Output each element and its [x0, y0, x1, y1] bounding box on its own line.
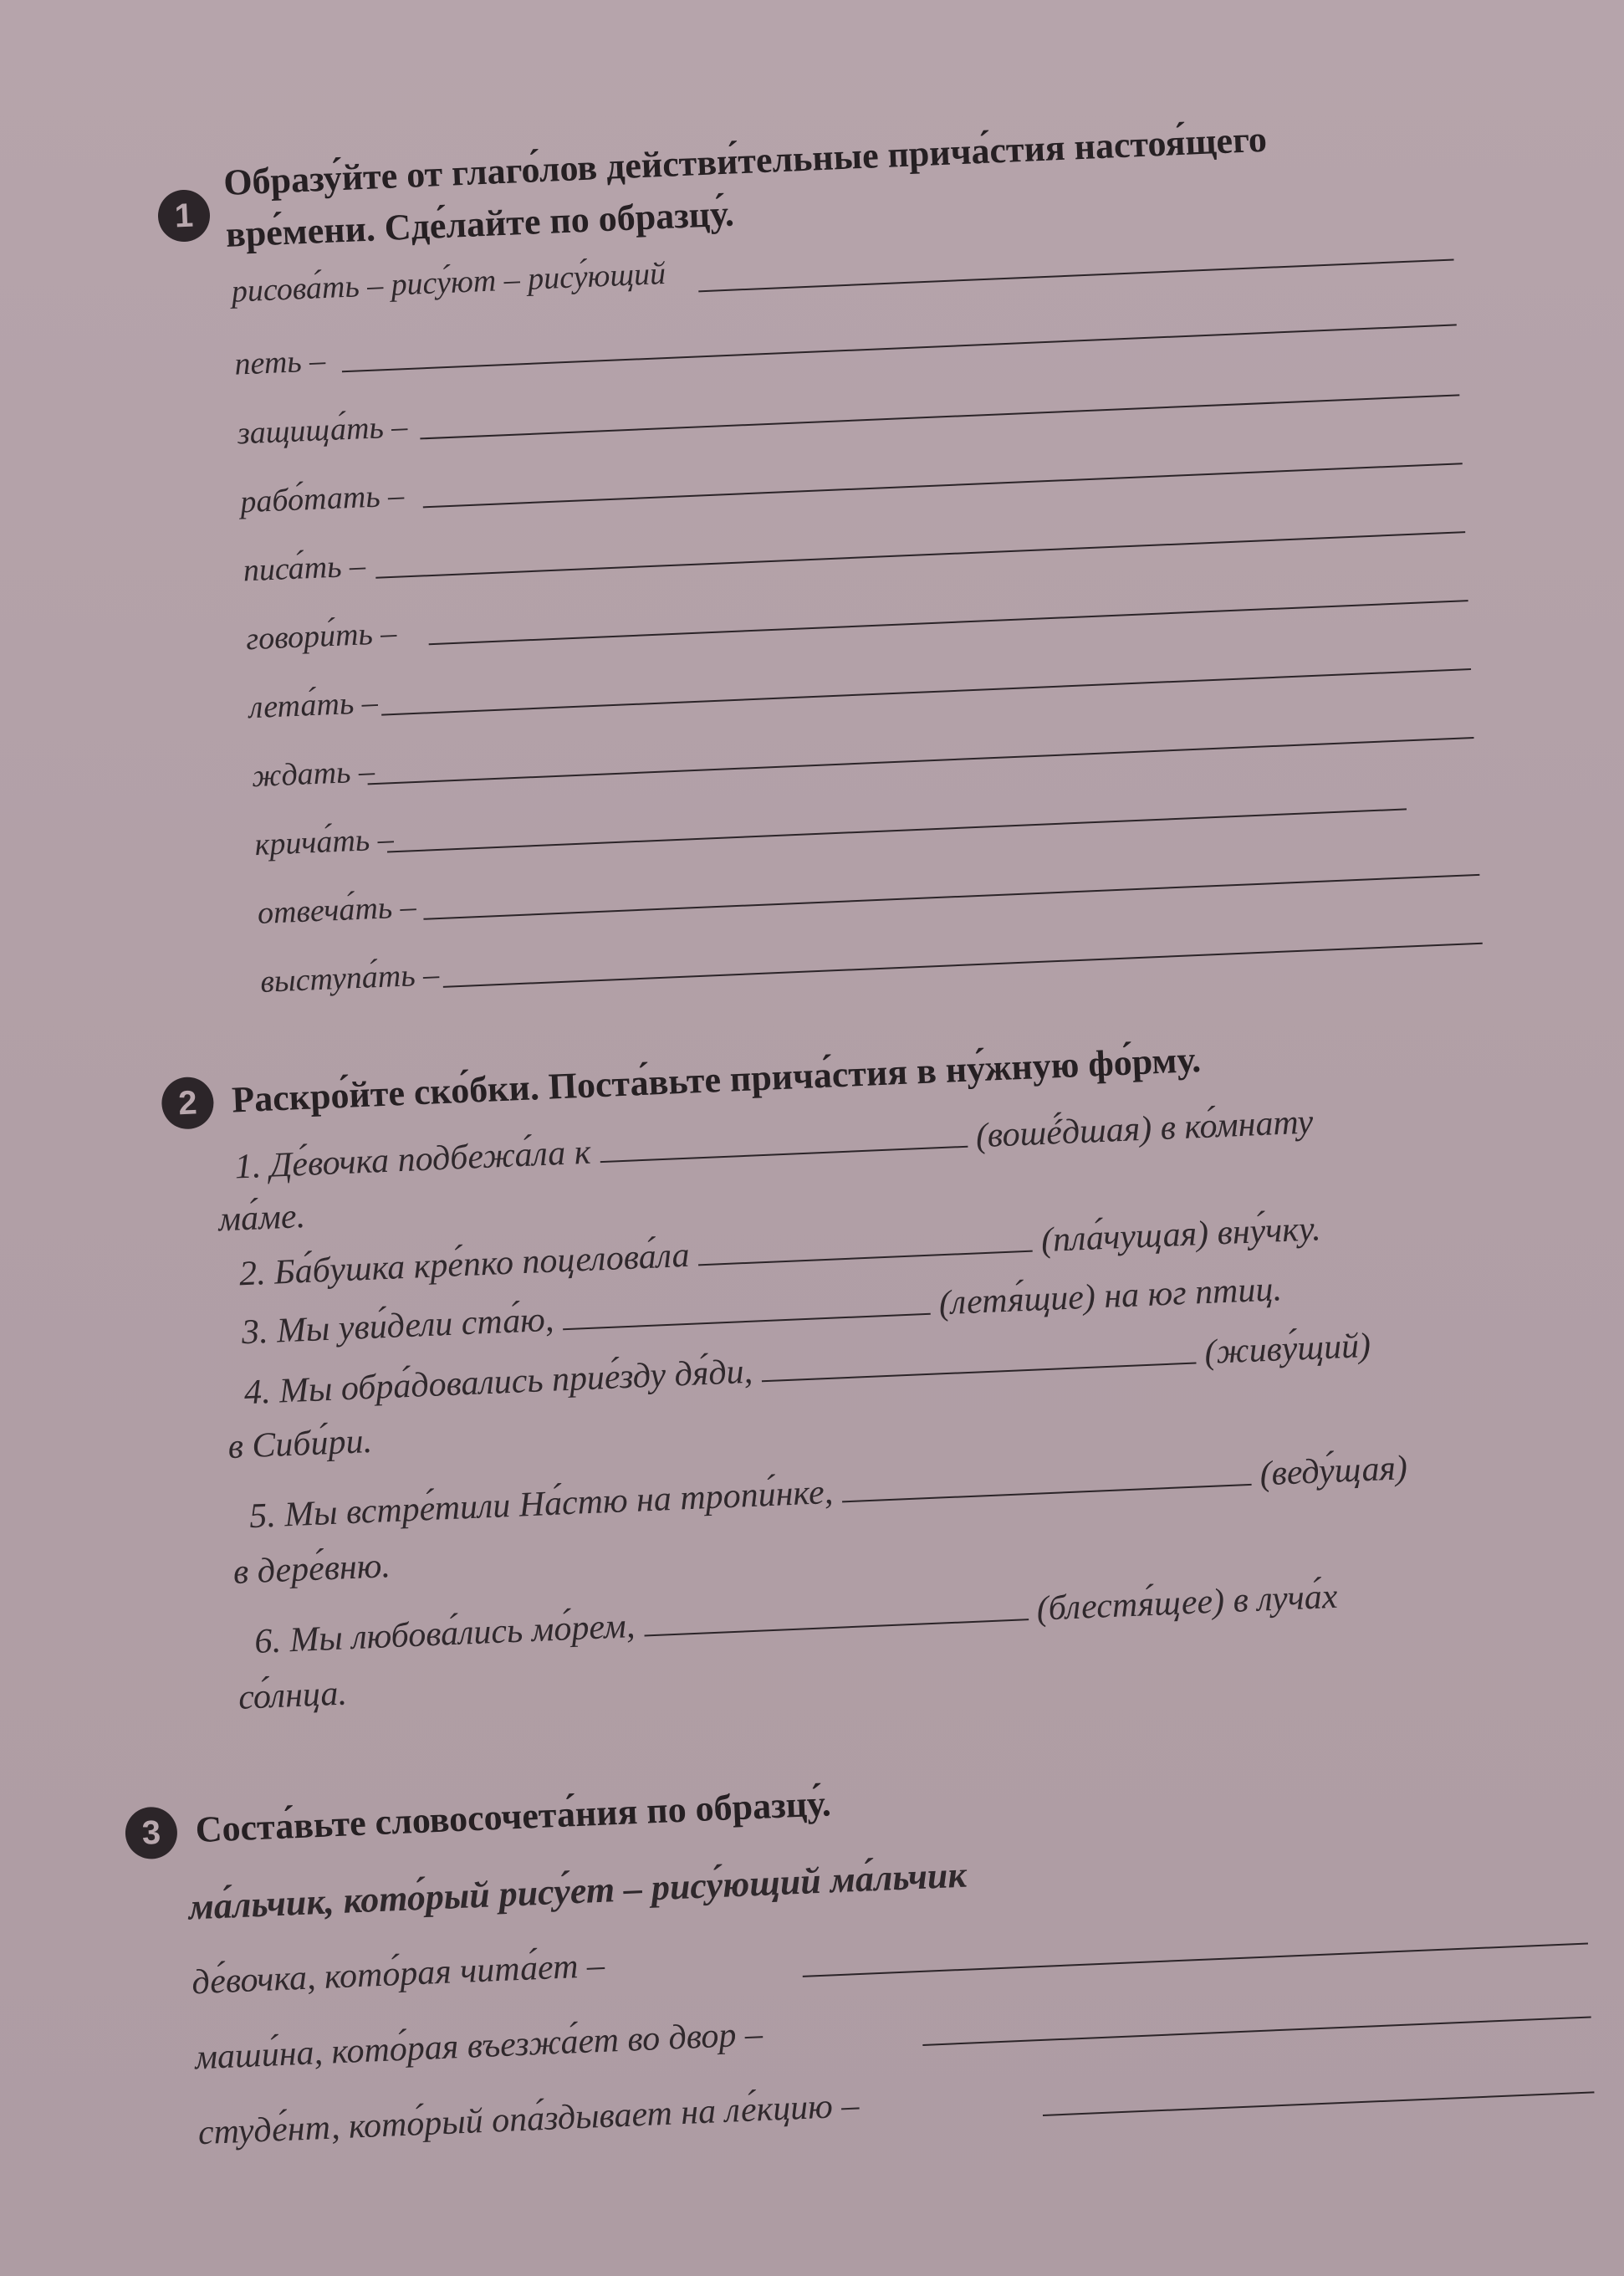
task-1-answer-line[interactable]	[368, 737, 1474, 785]
task-3-answer-line[interactable]	[803, 1943, 1588, 1977]
task-1-word: писа́ть –	[242, 548, 366, 589]
task-1-word: защища́ть –	[237, 409, 409, 452]
task-1-word: рабо́тать –	[239, 478, 405, 520]
task-1-answer-line[interactable]	[381, 668, 1471, 716]
task-1-answer-line[interactable]	[443, 943, 1483, 988]
task-3-item: студе́нт, кото́рый опа́здывает на ле́кцию –	[197, 2086, 861, 2153]
task-1-answer-line[interactable]	[423, 463, 1463, 508]
task-3-item: де́вочка, кото́рая чита́ет –	[191, 1946, 605, 2002]
task-1-example-line	[698, 258, 1453, 292]
task-1-word: ждать –	[251, 754, 375, 795]
task-1-example: рисова́ть – рису́ют – рису́ющий	[230, 255, 666, 309]
task-1-number-badge: 1	[157, 189, 212, 243]
task-3-number-badge: 3	[125, 1806, 179, 1860]
task-2-sentence-continuation: ма́ме.	[217, 1197, 306, 1240]
task-2-hint: (пла́чущая) вну́чку.	[1040, 1210, 1322, 1261]
task-1-answer-line[interactable]	[375, 531, 1465, 579]
task-2-sentence-continuation: в Сиби́ри.	[227, 1421, 373, 1467]
task-1-word: лета́ть –	[248, 684, 379, 726]
task-2-sentence-continuation: в дере́вню.	[232, 1547, 391, 1592]
task-1-answer-line[interactable]	[429, 600, 1468, 645]
task-3-answer-line[interactable]	[1043, 2091, 1595, 2116]
task-1-heading-line2: вре́мени. Сде́лайте по образцу́.	[224, 192, 735, 255]
task-2-answer-line[interactable]	[644, 1617, 1029, 1636]
task-3-answer-line[interactable]	[922, 2016, 1591, 2045]
task-2-answer-line[interactable]	[563, 1312, 931, 1330]
task-2-sentence	[253, 1577, 1338, 1662]
task-1-word: говори́ть –	[245, 615, 398, 657]
task-2-hint: (живу́щий)	[1203, 1326, 1371, 1373]
task-2-answer-line[interactable]	[762, 1361, 1197, 1383]
task-2-answer-line[interactable]	[600, 1144, 968, 1163]
task-2-answer-line[interactable]	[698, 1249, 1033, 1266]
task-2-sentence-text: 5. Мы встре́тили На́стю на тропи́нке,	[248, 1472, 835, 1537]
task-2-sentence	[248, 1448, 1408, 1537]
task-2-sentence-text: 2. Ба́бушка кре́пко поцелова́ла	[238, 1235, 691, 1294]
task-2-heading: Раскро́йте ско́бки. Поста́вьте прича́стия в ну́жную фо́рму.	[231, 1039, 1202, 1121]
task-1-answer-line[interactable]	[387, 808, 1407, 852]
task-1-answer-line[interactable]	[420, 394, 1459, 439]
task-2-hint: (блестя́щее) в луча́х	[1035, 1577, 1339, 1629]
task-1-answer-line[interactable]	[423, 874, 1479, 920]
task-1-answer-line[interactable]	[342, 324, 1457, 372]
task-3-item: маши́на, кото́рая въезжа́ет во двор –	[194, 2014, 763, 2078]
task-2-sentence-text: 4. Мы обра́довались прие́зду дя́ди,	[243, 1352, 753, 1413]
task-1-heading-line1: Образу́йте от глаго́лов действи́тельные прича́стия настоя́щего	[222, 118, 1268, 203]
task-2-answer-line[interactable]	[842, 1482, 1252, 1503]
task-1-word: выступа́ть –	[259, 957, 440, 1000]
task-3-heading: Соста́вьте словосочета́ния по образцу́.	[194, 1782, 832, 1851]
task-2-hint: (вошé́дшая) в ко́мнату	[974, 1102, 1315, 1156]
task-1-word: петь –	[233, 343, 326, 382]
task-2-sentence-text: 3. Мы уви́дели ста́ю,	[241, 1300, 555, 1353]
task-1-word: отвеча́ть –	[257, 889, 417, 932]
task-2-sentence-text: 1. Де́вочка подбежа́ла к	[233, 1133, 592, 1187]
task-2-hint: (веду́щая)	[1259, 1449, 1408, 1494]
task-2-hint: (летя́щие) на юг птиц.	[937, 1270, 1283, 1323]
task-2-number-badge: 2	[161, 1076, 215, 1130]
task-2-sentence-continuation: со́лнца.	[237, 1674, 348, 1717]
task-3-example: ма́льчик, кото́рый рису́ет – рису́ющий ма́льчик	[187, 1854, 968, 1928]
task-2-sentence-text: 6. Мы любова́лись мо́рем,	[253, 1606, 636, 1661]
task-1-word: крича́ть –	[253, 821, 395, 863]
